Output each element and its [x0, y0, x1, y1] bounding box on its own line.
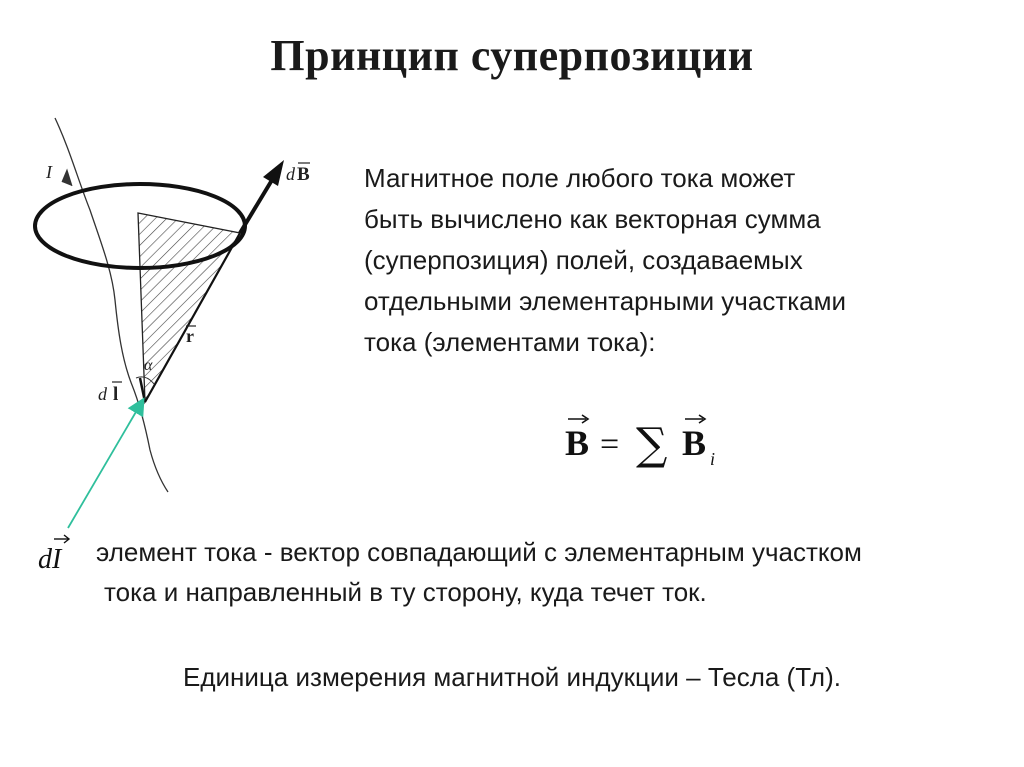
db-vector — [240, 180, 272, 233]
db-arrowhead — [263, 160, 284, 186]
current-element-definition — [96, 532, 1006, 612]
paragraph-line: (суперпозиция) полей, создаваемых — [364, 245, 803, 275]
label-current-i: I — [46, 162, 52, 182]
biot-savart-diagram — [0, 0, 330, 600]
definition-line: тока и направленный в ту сторону, куда течет ток. — [104, 577, 707, 607]
paragraph-line: отдельными элементарными участками — [364, 286, 847, 316]
current-direction-arrow — [62, 170, 72, 186]
formula-subscript-i: i — [710, 449, 716, 469]
formula-rhs-b: B — [682, 423, 707, 463]
superposition-formula — [560, 405, 760, 475]
slide-title: Принцип суперпозиции — [270, 31, 754, 80]
label-radius-r: r — [186, 326, 194, 346]
paragraph-line: быть вычислено как векторная сумма — [364, 204, 821, 234]
formula-equals: = — [600, 426, 620, 463]
label-dl-d: d — [98, 384, 107, 404]
current-element-symbol — [34, 530, 94, 580]
current-element-pointer-arrow — [68, 405, 140, 528]
label-db-b: B — [297, 164, 310, 185]
formula-lhs-b: B — [565, 423, 590, 463]
definition-line: элемент тока - вектор совпадающий с элементарным участком — [96, 537, 862, 567]
paragraph-line: тока (элементами тока): — [364, 327, 656, 357]
label-dl-l: l — [113, 384, 119, 405]
formula-sum: ∑ — [636, 419, 668, 470]
superposition-paragraph — [364, 158, 984, 363]
hatched-triangle — [138, 213, 240, 402]
unit-statement: Единица измерения магнитной индукции – Тесла (Тл). — [183, 662, 841, 692]
paragraph-line: Магнитное поле любого тока может — [364, 163, 796, 193]
label-db-d: d — [286, 164, 295, 184]
current-element-label: dI — [38, 544, 62, 575]
label-angle-alpha: α — [144, 357, 153, 374]
